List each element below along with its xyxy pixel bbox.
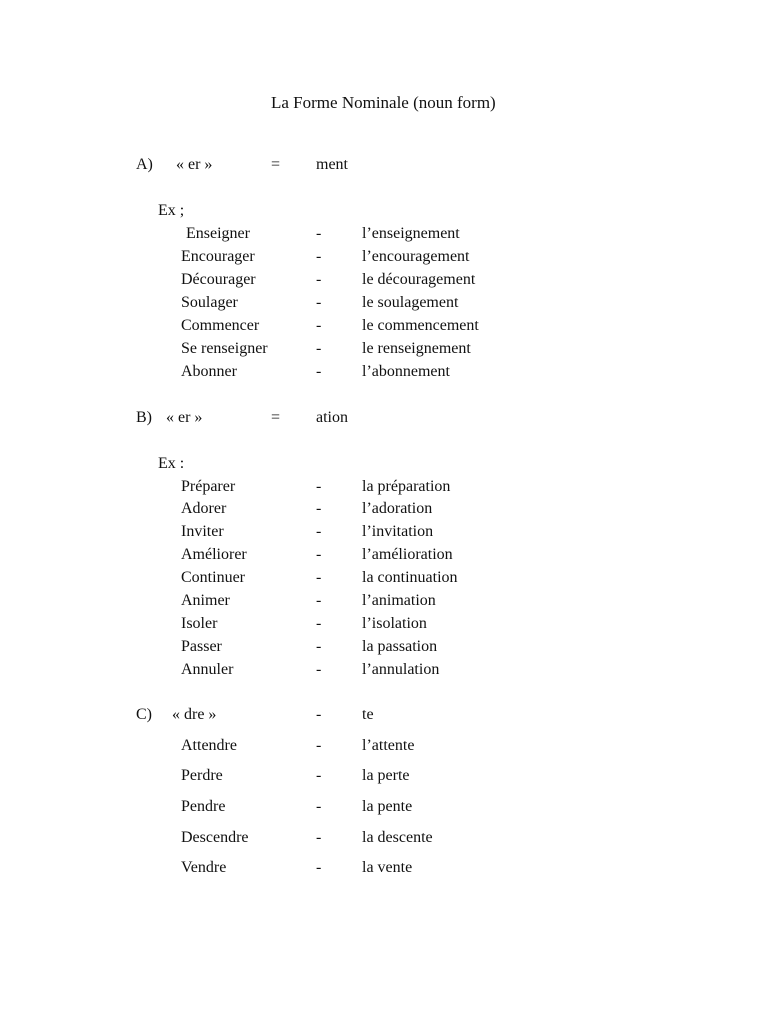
section-a-ex-label: Ex ;	[158, 202, 185, 219]
list-item	[0, 225, 768, 247]
section-c-pattern: « dre »	[172, 706, 217, 723]
list-item	[0, 340, 768, 362]
noun: la passation	[362, 638, 438, 655]
dash: -	[316, 500, 322, 517]
noun: l’animation	[362, 592, 436, 609]
verb: Enseigner	[186, 225, 250, 242]
verb: Abonner	[181, 363, 237, 380]
section-a-suffix: ment	[316, 156, 348, 173]
noun: l’enseignement	[362, 225, 460, 242]
noun: le soulagement	[362, 294, 459, 311]
list-item	[0, 248, 768, 270]
verb: Encourager	[181, 248, 255, 265]
verb: Pendre	[181, 798, 226, 815]
verb: Animer	[181, 592, 230, 609]
dash: -	[316, 592, 322, 609]
list-item	[0, 829, 768, 851]
dash: -	[316, 546, 322, 563]
dash: -	[316, 661, 322, 678]
verb: Commencer	[181, 317, 260, 334]
noun: l’adoration	[362, 500, 433, 517]
dash: -	[316, 271, 322, 288]
dash: -	[316, 615, 322, 632]
section-b-pattern: « er »	[166, 409, 203, 426]
noun: l’amélioration	[362, 546, 453, 563]
dash: -	[316, 225, 322, 242]
list-item	[0, 638, 768, 660]
verb: Perdre	[181, 767, 223, 784]
list-item	[0, 592, 768, 614]
page-title: La Forme Nominale (noun form)	[271, 93, 496, 112]
verb: Attendre	[181, 737, 237, 754]
section-a-header	[0, 156, 768, 178]
section-c-letter: C)	[136, 706, 152, 723]
list-item	[0, 798, 768, 820]
verb: Décourager	[181, 271, 256, 288]
dash: -	[316, 829, 322, 846]
list-item	[0, 523, 768, 545]
verb: Isoler	[181, 615, 218, 632]
noun: l’invitation	[362, 523, 434, 540]
dash: -	[316, 737, 322, 754]
verb: Soulager	[181, 294, 238, 311]
dash: -	[316, 317, 322, 334]
noun: la vente	[362, 859, 413, 876]
section-b-ex-label: Ex :	[158, 455, 185, 472]
dash: -	[316, 859, 322, 876]
noun: le découragement	[362, 271, 476, 288]
dash: -	[316, 478, 322, 495]
noun: le commencement	[362, 317, 479, 334]
verb: Annuler	[181, 661, 234, 678]
list-item	[0, 317, 768, 339]
section-a-operator: =	[271, 156, 281, 173]
noun: la continuation	[362, 569, 458, 586]
dash: -	[316, 340, 322, 357]
list-item	[0, 615, 768, 637]
list-item	[0, 859, 768, 881]
section-b-suffix: ation	[316, 409, 348, 426]
list-item	[0, 661, 768, 683]
verb: Passer	[181, 638, 222, 655]
dash: -	[316, 248, 322, 265]
section-a-letter: A)	[136, 156, 153, 173]
noun: la préparation	[362, 478, 451, 495]
dash: -	[316, 569, 322, 586]
noun: l’isolation	[362, 615, 427, 632]
section-b-header	[0, 409, 768, 431]
noun: l’attente	[362, 737, 415, 754]
list-item	[0, 294, 768, 316]
dash: -	[316, 767, 322, 784]
noun: la descente	[362, 829, 433, 846]
noun: la pente	[362, 798, 413, 815]
noun: l’abonnement	[362, 363, 450, 380]
dash: -	[316, 798, 322, 815]
noun: l’encouragement	[362, 248, 470, 265]
section-c-suffix: te	[362, 706, 374, 723]
list-item	[0, 500, 768, 522]
verb: Adorer	[181, 500, 227, 517]
list-item	[0, 767, 768, 789]
section-b-operator: =	[271, 409, 281, 426]
dash: -	[316, 363, 322, 380]
list-item	[0, 737, 768, 759]
dash: -	[316, 638, 322, 655]
verb: Descendre	[181, 829, 249, 846]
section-c-header	[0, 706, 768, 728]
list-item	[0, 271, 768, 293]
verb: Se renseigner	[181, 340, 268, 357]
verb: Continuer	[181, 569, 245, 586]
list-item	[0, 363, 768, 385]
section-b-letter: B)	[136, 409, 152, 426]
dash: -	[316, 294, 322, 311]
verb: Vendre	[181, 859, 227, 876]
noun: la perte	[362, 767, 410, 784]
section-c-operator: -	[316, 706, 322, 723]
dash: -	[316, 523, 322, 540]
list-item	[0, 569, 768, 591]
verb: Inviter	[181, 523, 224, 540]
verb: Améliorer	[181, 546, 247, 563]
list-item	[0, 546, 768, 568]
list-item	[0, 478, 768, 500]
verb: Préparer	[181, 478, 236, 495]
noun: le renseignement	[362, 340, 471, 357]
section-a-pattern: « er »	[176, 156, 213, 173]
noun: l’annulation	[362, 661, 440, 678]
